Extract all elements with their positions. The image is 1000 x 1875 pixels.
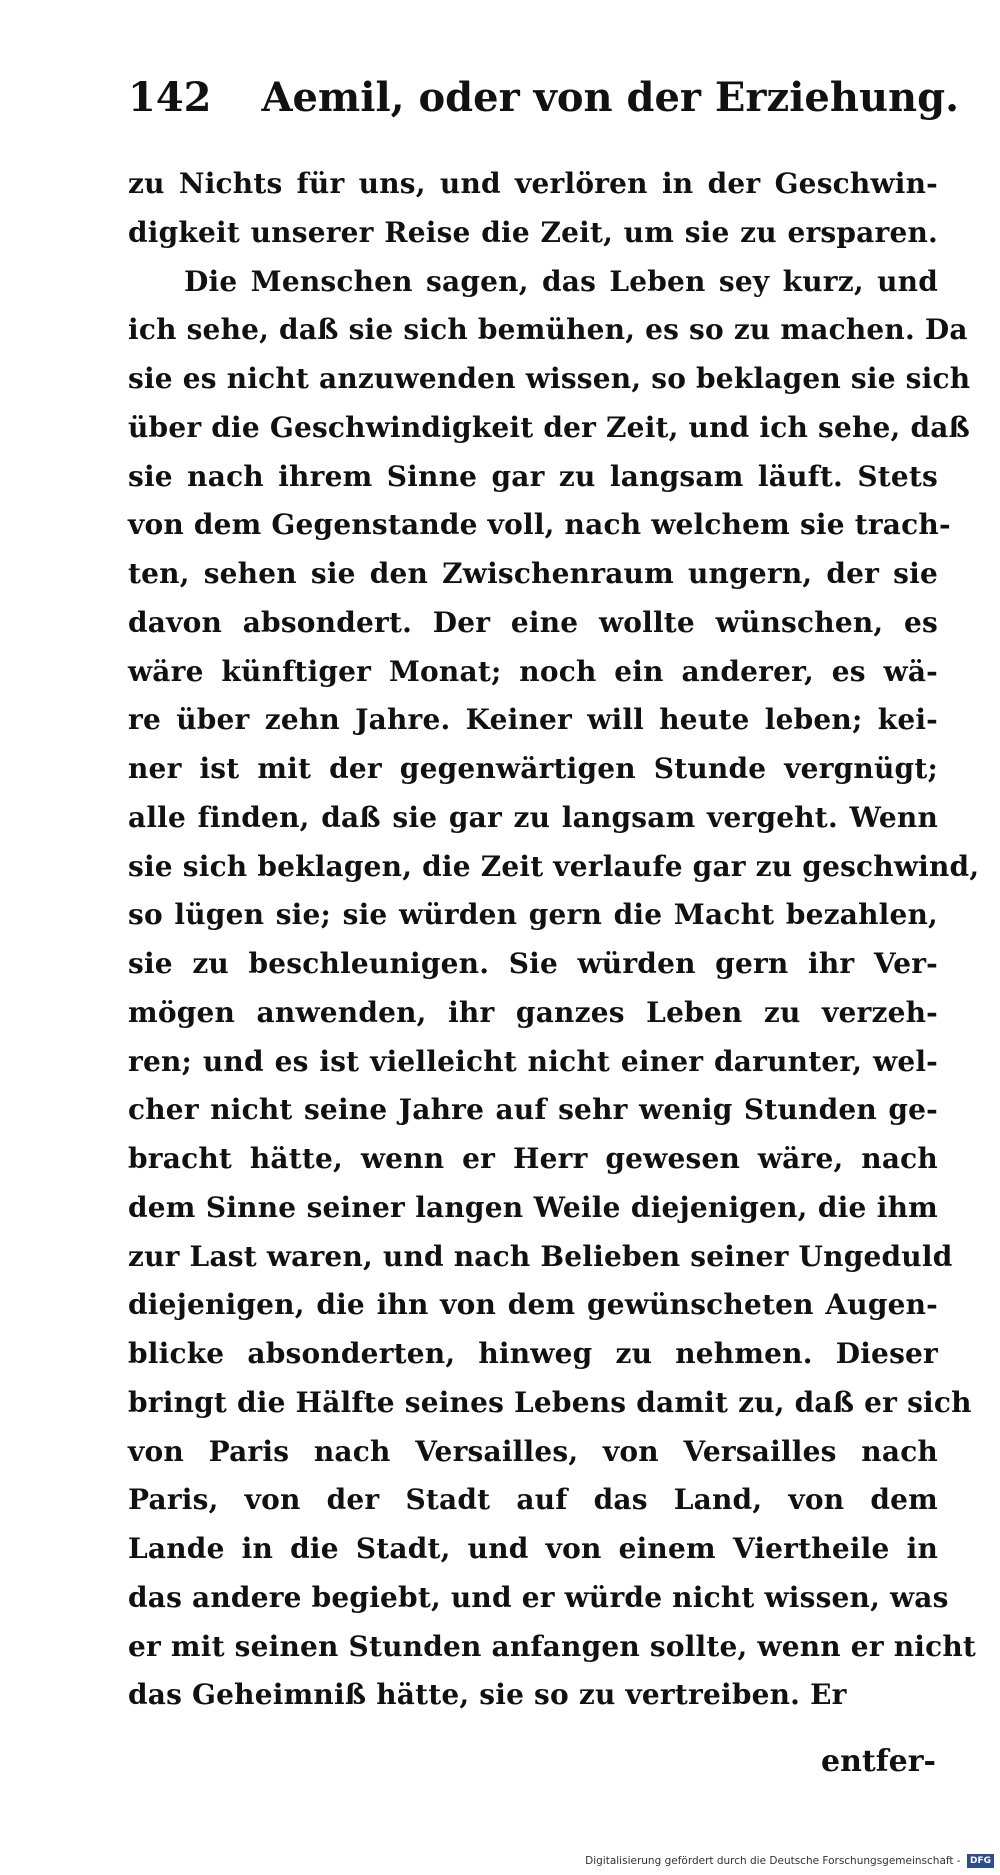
text-line: dem Sinne seiner langen Weile diejenigen, die ihm — [128, 1190, 938, 1224]
digitization-credit — [585, 1851, 994, 1871]
text-line: re über zehn Jahre. Keiner will heute leben; kei- — [128, 703, 938, 737]
text-line: ren; und es ist vielleicht nicht einer darunter, wel- — [128, 1044, 938, 1078]
page-number: 142 — [128, 74, 212, 121]
text-line: sie zu beschleunigen. Sie würden gern ihr Ver- — [128, 947, 938, 980]
text-line: digkeit unserer Reise die Zeit, um sie zu ersparen. — [128, 215, 938, 249]
text-line: mögen anwenden, ihr ganzes Leben zu verzeh- — [128, 995, 938, 1029]
page-header — [128, 66, 959, 130]
text-line: ten, sehen sie den Zwischenraum ungern, der sie — [128, 557, 938, 590]
dfg-logo: DFG — [967, 1854, 994, 1868]
text-line: sie sich beklagen, die Zeit verlaufe gar zu geschwind, — [128, 849, 980, 883]
text-line: zur Last waren, und nach Belieben seiner Ungeduld — [128, 1239, 953, 1273]
text-line: Die Menschen sagen, das Leben sey kurz, und — [184, 264, 938, 298]
text-line: das Geheimniß hätte, sie so zu vertreiben. Er — [128, 1678, 847, 1712]
text-line: er mit seinen Stunden anfangen sollte, wenn er nicht — [128, 1629, 977, 1663]
text-line: so lügen sie; sie würden gern die Macht bezahlen, — [128, 898, 938, 932]
text-line: von dem Gegenstande voll, nach welchem sie trach- — [128, 508, 951, 542]
credit-text: Digitalisierung gefördert durch die Deutsche Forschungsgemeinschaft - — [585, 1855, 961, 1867]
text-line: ich sehe, daß sie sich bemühen, es so zu machen. Da — [128, 313, 968, 347]
text-line: zu Nichts für uns, und verlören in der Geschwin- — [128, 167, 938, 200]
text-line: wäre künftiger Monat; noch ein anderer, es wä- — [128, 654, 938, 688]
text-line: diejenigen, die ihn von dem gewünscheten Augen- — [128, 1288, 938, 1322]
text-line: Paris, von der Stadt auf das Land, von dem — [128, 1483, 938, 1517]
text-line: cher nicht seine Jahre auf sehr wenig Stunden ge- — [128, 1093, 938, 1127]
text-line: Lande in die Stadt, und von einem Viertheile in — [128, 1532, 938, 1565]
text-line: blicke absonderten, hinweg zu nehmen. Dieser — [128, 1337, 938, 1370]
text-line: das andere begiebt, und er würde nicht wissen, was — [128, 1580, 949, 1614]
catchword: entfer- — [820, 1744, 936, 1779]
running-title: Aemil, oder von der Erziehung. — [261, 74, 959, 121]
text-line: alle finden, daß sie gar zu langsam vergeht. Wenn — [128, 800, 938, 834]
text-line: sie es nicht anzuwenden wissen, so beklagen sie sich — [128, 362, 971, 395]
text-line: sie nach ihrem Sinne gar zu langsam läuft. Stets — [128, 459, 938, 493]
text-line: davon absondert. Der eine wollte wünschen, es — [128, 605, 938, 639]
text-line: über die Geschwindigkeit der Zeit, und ich sehe, daß — [128, 410, 971, 444]
text-line: bringt die Hälfte seines Lebens damit zu, daß er sich — [128, 1385, 972, 1419]
text-line: ner ist mit der gegenwärtigen Stunde vergnügt; — [128, 752, 938, 785]
text-line: bracht hätte, wenn er Herr gewesen wäre, nach — [128, 1142, 938, 1175]
body-text — [128, 160, 980, 1720]
text-line: von Paris nach Versailles, von Versailles nach — [128, 1434, 938, 1468]
